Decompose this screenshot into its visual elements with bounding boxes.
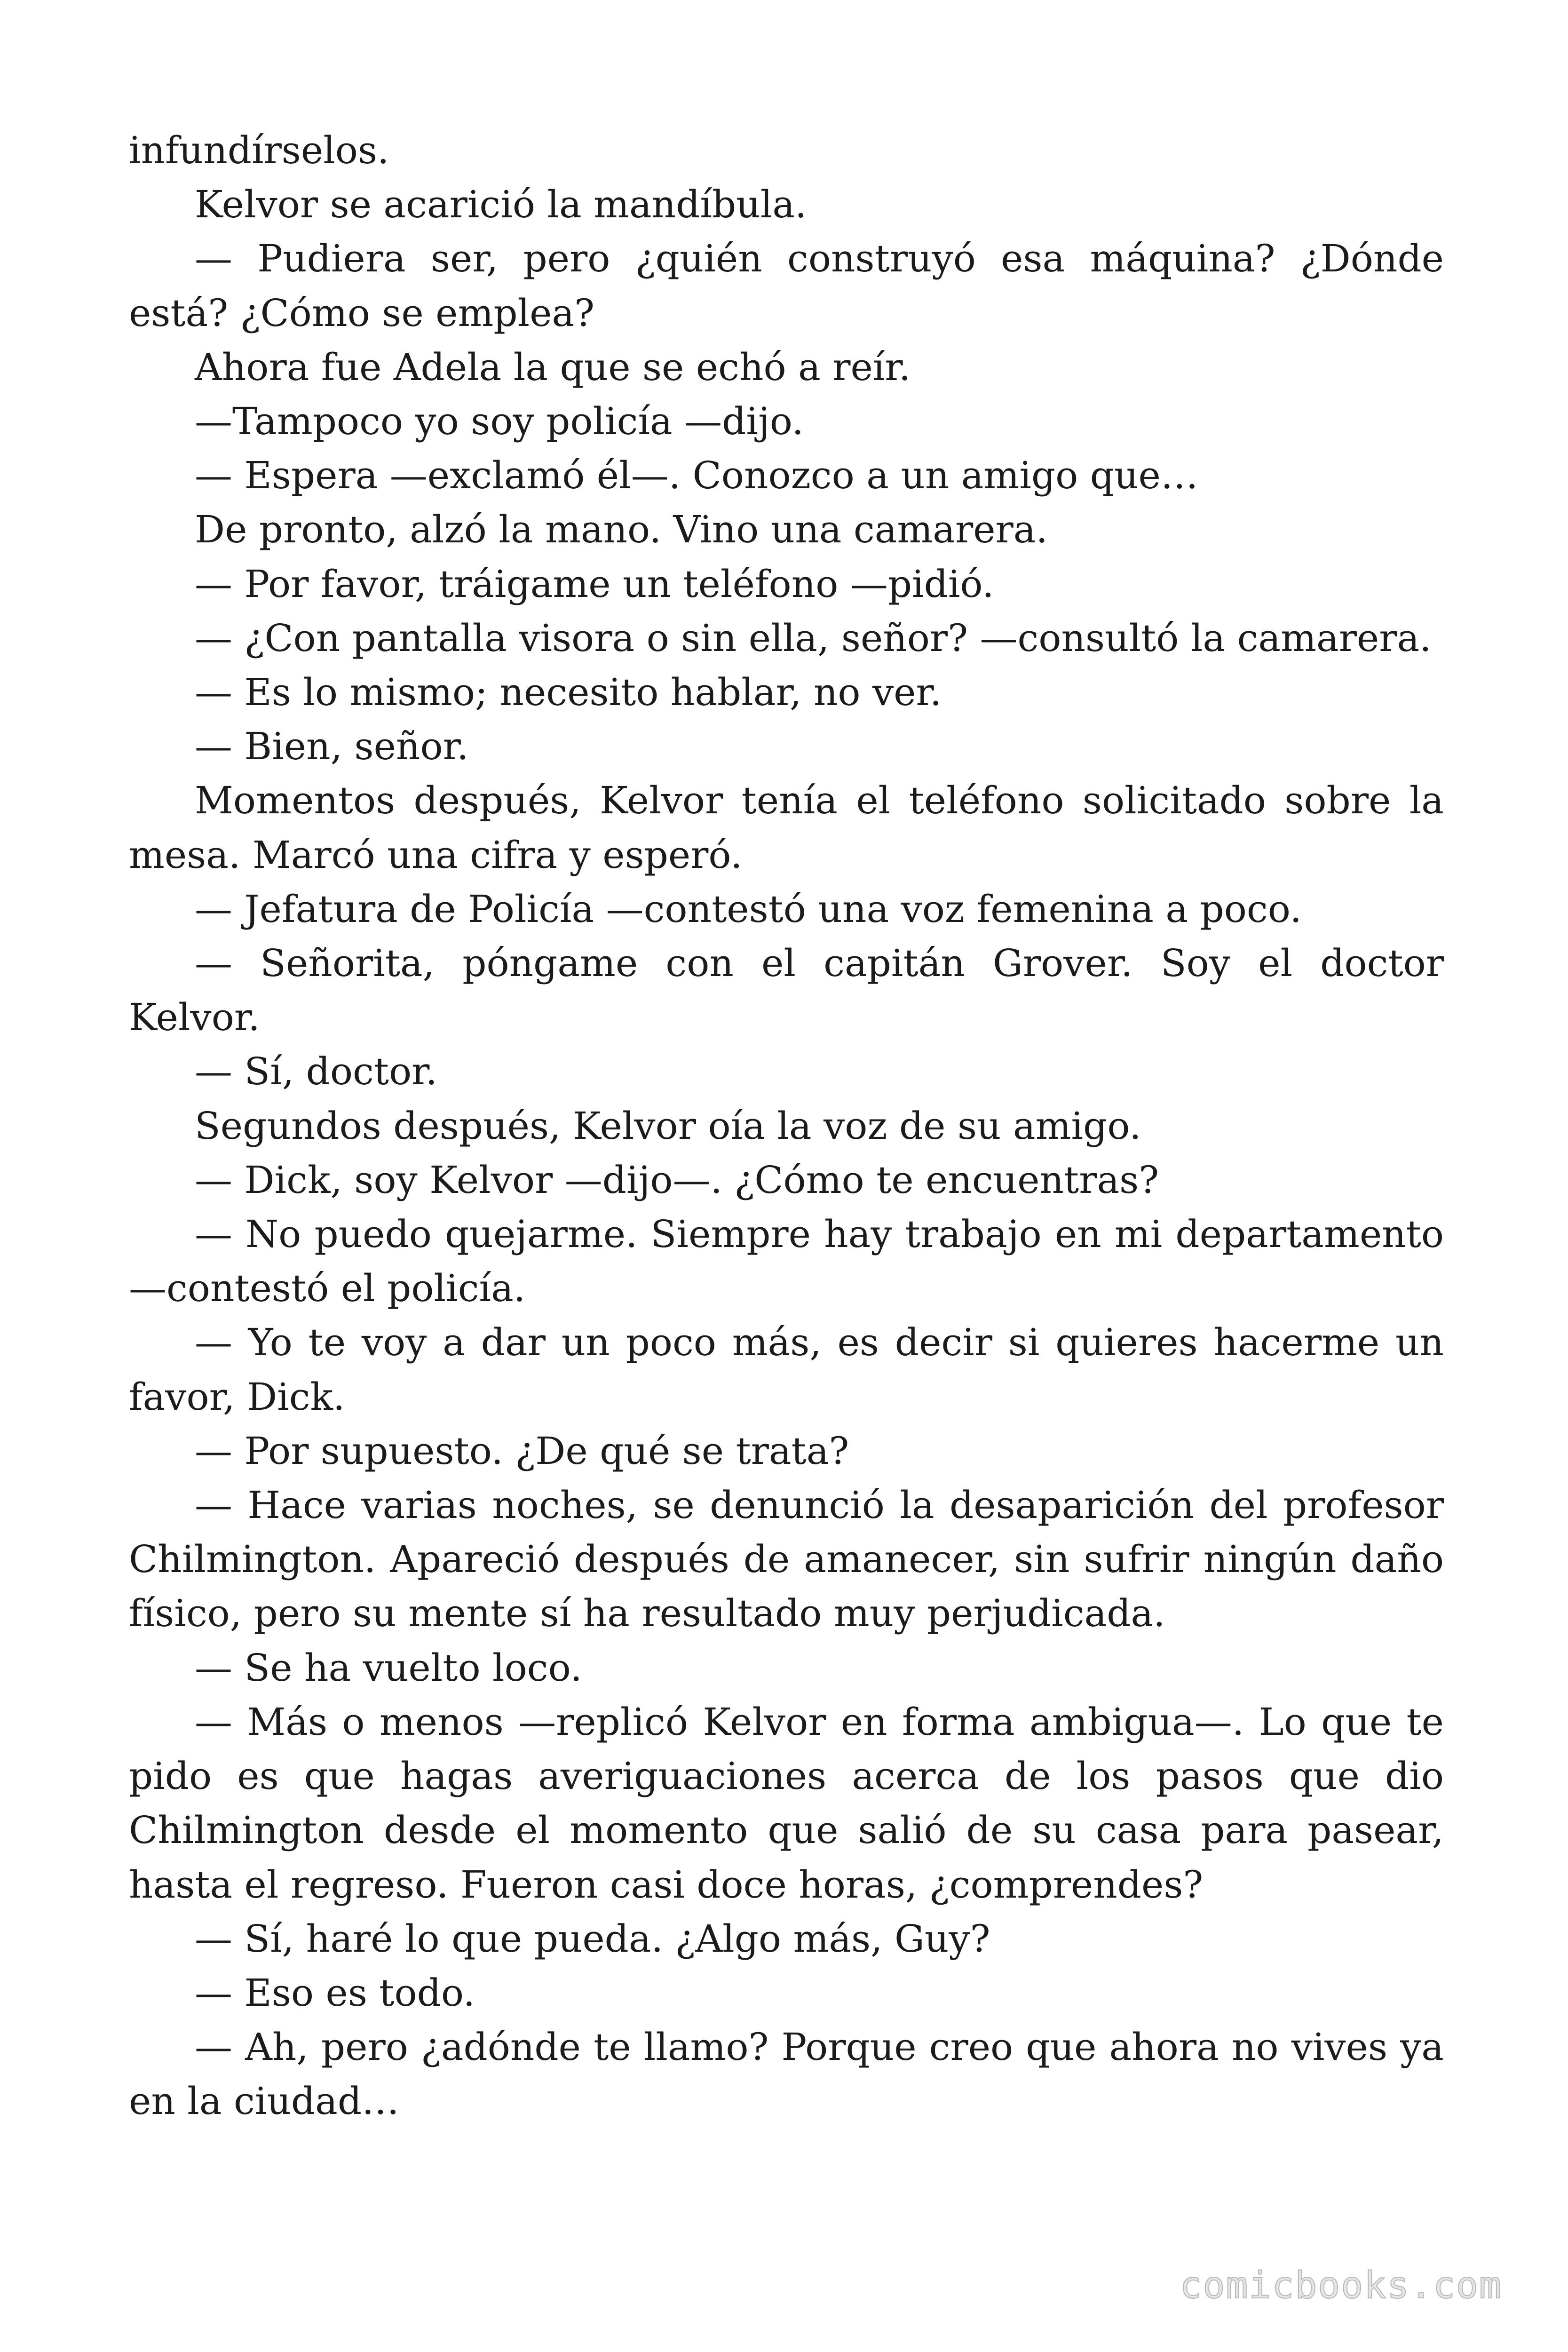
paragraph: Kelvor se acarició la mandíbula. — [195, 183, 807, 227]
paragraph: — Por favor, tráigame un teléfono —pidió. — [195, 562, 994, 606]
paragraph: — Dick, soy Kelvor —dijo—. ¿Cómo te encuentras? — [195, 1158, 1159, 1202]
paragraph: — Eso es todo. — [195, 1971, 475, 2015]
paragraph: — Se ha vuelto loco. — [195, 1645, 582, 1690]
paragraph: Ahora fue Adela la que se echó a reír. — [195, 345, 911, 389]
paragraph: Segundos después, Kelvor oía la voz de su amigo. — [195, 1104, 1141, 1148]
body-text — [129, 123, 1444, 2129]
paragraph: — ¿Con pantalla visora o sin ella, señor? —consultó la camarera. — [195, 616, 1432, 660]
paragraph: — Es lo mismo; necesito hablar, no ver. — [195, 670, 942, 715]
paragraph: infundírselos. — [129, 128, 389, 172]
paragraph: — Bien, señor. — [195, 724, 469, 769]
paragraph: — Sí, doctor. — [195, 1049, 438, 1094]
paragraph: De pronto, alzó la mano. Vino una camarera. — [195, 508, 1048, 552]
paragraph: — Por supuesto. ¿De qué se trata? — [195, 1429, 849, 1473]
paragraph: — Espera —exclamó él—. Conozco a un amigo que… — [195, 453, 1198, 498]
paragraph: —Tampoco yo soy policía —dijo. — [195, 399, 804, 444]
paragraph: — Más o menos —replicó Kelvor en forma ambigua—. Lo que te pido es que hagas averiguaciones acerca de los pasos que dio Chilmington desde el momento que salió de su casa para pasear, hasta el regreso. Fueron casi doce horas, ¿comprendes? — [129, 1700, 1444, 1907]
paragraph: — Yo te voy a dar un poco más, es decir si quieres hacerme un favor, Dick. — [129, 1320, 1444, 1419]
watermark-text: comicbooks.com — [1180, 2265, 1502, 2307]
paragraph: — Pudiera ser, pero ¿quién construyó esa máquina? ¿Dónde está? ¿Cómo se emplea? — [129, 237, 1444, 335]
paragraph: — Sí, haré lo que pueda. ¿Algo más, Guy? — [195, 1916, 990, 1961]
paragraph: — Ah, pero ¿adónde te llamo? Porque creo que ahora no vives ya en la ciudad… — [129, 2025, 1444, 2123]
paragraph: Momentos después, Kelvor tenía el teléfono solicitado sobre la mesa. Marcó una cifra y esperó. — [129, 779, 1444, 877]
paragraph: — Hace varias noches, se denunció la desaparición del profesor Chilmington. Apareció después de amanecer, sin sufrir ningún daño físico, pero su mente sí ha resultado muy perjudicada. — [129, 1483, 1444, 1636]
paragraph: — Jefatura de Policía —contestó una voz femenina a poco. — [195, 887, 1302, 931]
paragraph: — No puedo quejarme. Siempre hay trabajo en mi departamento —contestó el policía. — [129, 1212, 1444, 1311]
paragraph: — Señorita, póngame con el capitán Grover. Soy el doctor Kelvor. — [129, 941, 1444, 1040]
